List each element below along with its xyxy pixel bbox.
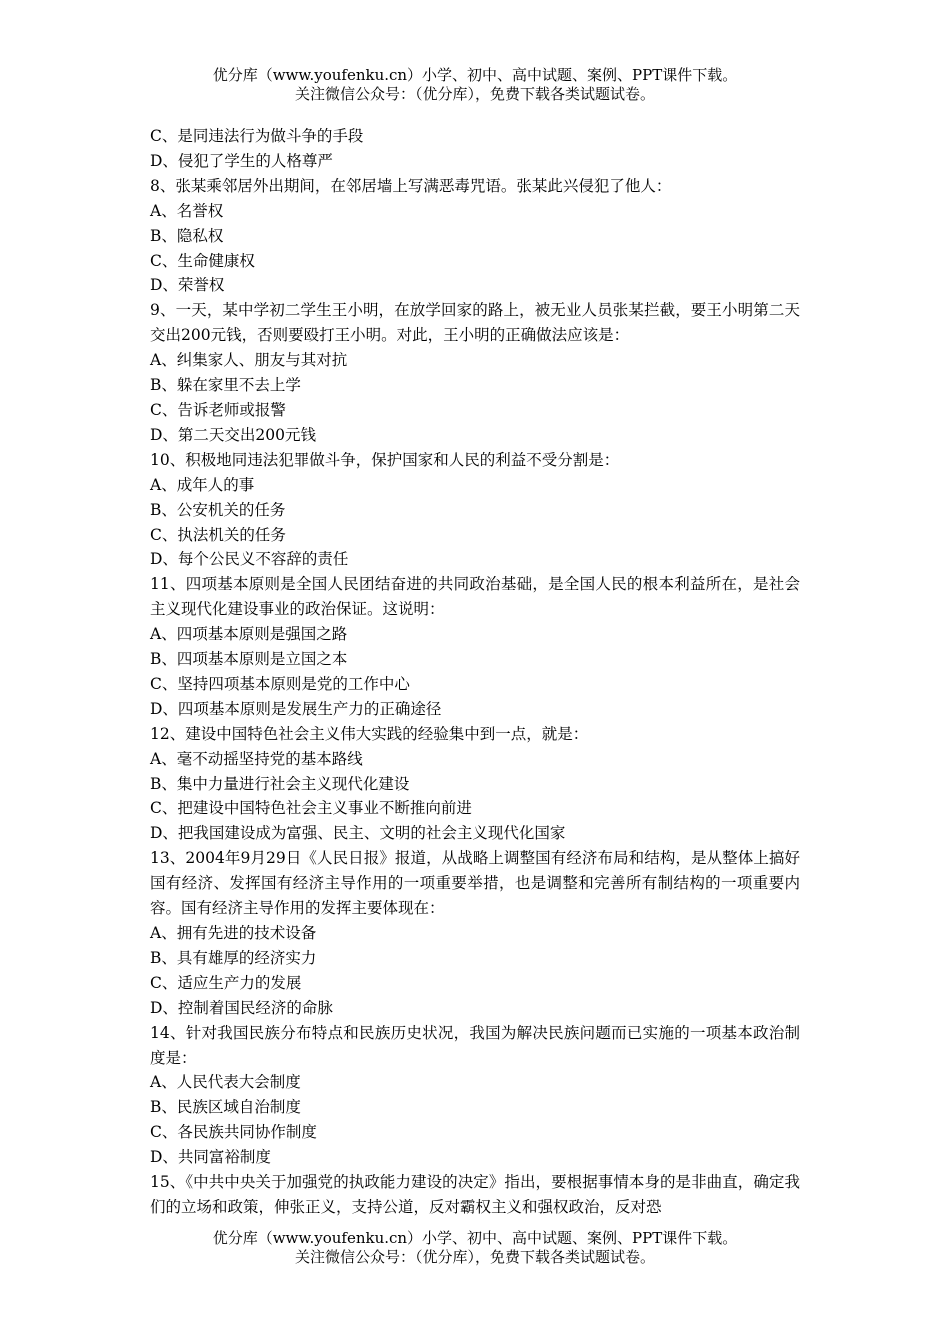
page-header: [0, 66, 950, 104]
q10-option-d: D、每个公民义不容辞的责任: [150, 550, 349, 569]
q13-option-c: C、适应生产力的发展: [150, 973, 302, 992]
q10-option-a: A、成年人的事: [150, 475, 255, 494]
q13-option-b: B、具有雄厚的经济实力: [150, 948, 317, 967]
q14-stem: 14、针对我国民族分布特点和民族历史状况，我国为解决民族问题而已实施的一项基本政治制度是：: [150, 1023, 800, 1067]
q14-option-c: C、各民族共同协作制度: [150, 1123, 317, 1142]
q8-option-c: C、生命健康权: [150, 251, 255, 270]
q8-option-a: A、名誉权: [150, 201, 224, 220]
question-list: [150, 124, 800, 1220]
q15-stem: 15、《中共中央关于加强党的执政能力建设的决定》指出，要根据事情本身的是非曲直，确定我们的立场和政策，伸张正义，支持公道，反对霸权主义和强权政治，反对恐: [150, 1173, 800, 1216]
q11-option-d: D、四项基本原则是发展生产力的正确途径: [150, 699, 442, 718]
header-line-2: 关注微信公众号：（优分库），免费下载各类试题试卷。: [294, 85, 655, 103]
q10-option-c: C、执法机关的任务: [150, 525, 286, 544]
q13-option-a: A、拥有先进的技术设备: [150, 924, 317, 942]
q11-option-c: C、坚持四项基本原则是党的工作中心: [150, 674, 410, 693]
q12-option-c: C、把建设中国特色社会主义事业不断推向前进: [150, 799, 472, 818]
footer-line-2: 关注微信公众号：（优分库），免费下载各类试题试卷。: [294, 1248, 655, 1266]
q8-option-b: B、隐私权: [150, 226, 224, 245]
q9-option-d: D、第二天交出200元钱: [150, 425, 317, 444]
q12-option-d: D、把我国建设成为富强、民主、文明的社会主义现代化国家: [150, 824, 566, 843]
q12-option-a: A、毫不动摇坚持党的基本路线: [150, 749, 363, 768]
q14-option-a: A、人民代表大会制度: [150, 1073, 301, 1092]
q9-option-c: C、告诉老师或报警: [150, 400, 286, 419]
q8-stem: 8、张某乘邻居外出期间，在邻居墙上写满恶毒咒语。张某此兴侵犯了他人：: [150, 176, 672, 195]
q7-option-c: C、是同违法行为做斗争的手段: [150, 127, 364, 145]
q10-option-b: B、公安机关的任务: [150, 500, 286, 519]
q9-stem: 9、一天，某中学初二学生王小明，在放学回家的路上，被无业人员张某拦截，要王小明第二天交出200元钱，否则要殴打王小明。对此，王小明的正确做法应该是：: [150, 301, 800, 345]
q9-option-b: B、躲在家里不去上学: [150, 376, 301, 395]
q12-option-b: B、集中力量进行社会主义现代化建设: [150, 774, 410, 793]
header-line-1: 优分库（www.youfenku.cn）小学、初中、高中试题、案例、PPT课件下载。: [212, 66, 738, 84]
footer-line-1: 优分库（www.youfenku.cn）小学、初中、高中试题、案例、PPT课件下载。: [212, 1229, 738, 1247]
q7-option-d: D、侵犯了学生的人格尊严: [150, 151, 333, 170]
q11-stem: 11、四项基本原则是全国人民团结奋进的共同政治基础，是全国人民的根本利益所在，是社会主义现代化建设事业的政治保证。这说明：: [150, 575, 800, 619]
q10-stem: 10、积极地同违法犯罪做斗争，保护国家和人民的利益不受分割是：: [150, 450, 620, 469]
q11-option-b: B、四项基本原则是立国之本: [150, 650, 348, 669]
q14-option-b: B、民族区域自治制度: [150, 1098, 301, 1117]
page-footer: [0, 1229, 950, 1267]
q8-option-d: D、荣誉权: [150, 276, 225, 295]
q9-option-a: A、纠集家人、朋友与其对抗: [150, 351, 348, 370]
q13-stem: 13、2004年9月29日《人民日报》报道，从战略上调整国有经济布局和结构，是从整体上搞好国有经济、发挥国有经济主导作用的一项重要举措，也是调整和完善所有制结构的一项重要内容。国有经济主导作用的发挥主要体现在：: [150, 849, 800, 918]
q12-stem: 12、建设中国特色社会主义伟大实践的经验集中到一点，就是：: [150, 724, 589, 743]
q13-option-d: D、控制着国民经济的命脉: [150, 998, 333, 1017]
q11-option-a: A、四项基本原则是强国之路: [150, 625, 348, 644]
q14-option-d: D、共同富裕制度: [150, 1148, 271, 1167]
